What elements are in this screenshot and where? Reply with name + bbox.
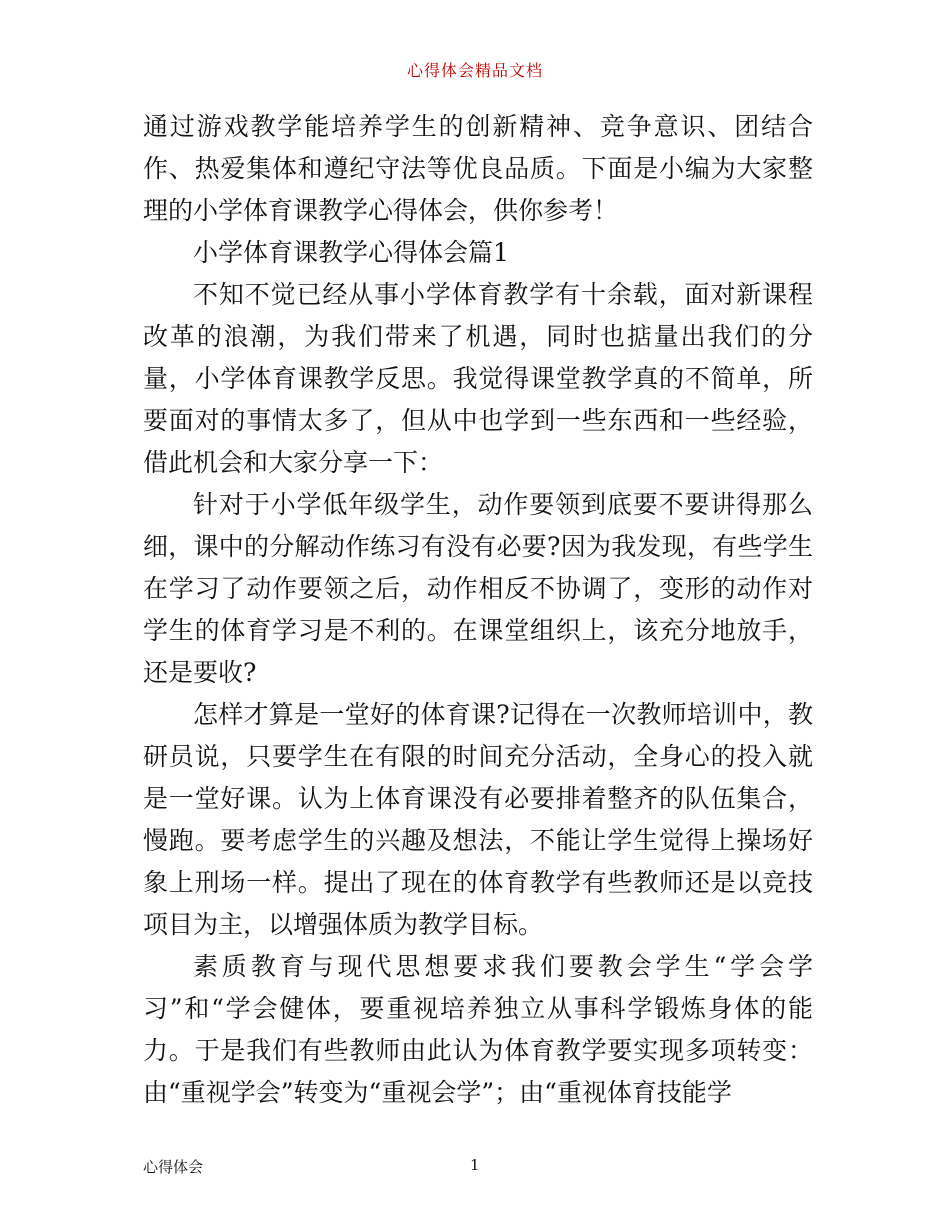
body-paragraph: 不知不觉已经从事小学体育教学有十余载，面对新课程改革的浪潮，为我们带来了机遇，同时也掂量出我们的分量，小学体育课教学反思。我觉得课堂教学真的不简单，所要面对的事情太多了，但从中也学到一些东西和一些经验，借此机会和大家分享一下： — [143, 280, 813, 477]
body-paragraph: 素质教育与现代思想要求我们要教会学生“学会学习”和“学会健体，要重视培养独立从事科学锻炼身体的能力。于是我们有些教师由此认为体育教学要实现多项转变：由“重视学会”转变为“重视会学”；由“重视体育技能学 — [143, 952, 813, 1107]
page-number: 1 — [470, 1156, 480, 1174]
document-body — [143, 106, 813, 1114]
page-header-title: 心得体会精品文档 — [406, 61, 543, 80]
section-heading: 小学体育课教学心得体会篇1 — [193, 238, 509, 267]
footer-label: 心得体会 — [143, 1158, 204, 1176]
body-paragraph: 怎样才算是一堂好的体育课?记得在一次教师培训中，教研员说，只要学生在有限的时间充分活动，全身心的投入就是一堂好课。认为上体育课没有必要排着整齐的队伍集合，慢跑。要考虑学生的兴趣及想法，不能让学生觉得上操场好象上刑场一样。提出了现在的体育教学有些教师还是以竞技项目为主，以增强体质为教学目标。 — [143, 700, 813, 939]
intro-paragraph: 通过游戏教学能培养学生的创新精神、竞争意识、团结合作、热爱集体和遵纪守法等优良品质。下面是小编为大家整理的小学体育课教学心得体会，供你参考！ — [143, 112, 813, 225]
body-paragraph: 针对于小学低年级学生，动作要领到底要不要讲得那么细，课中的分解动作练习有没有必要?因为我发现，有些学生在学习了动作要领之后，动作相反不协调了，变形的动作对学生的体育学习是不利的。在课堂组织上，该充分地放手，还是要收? — [143, 490, 813, 687]
